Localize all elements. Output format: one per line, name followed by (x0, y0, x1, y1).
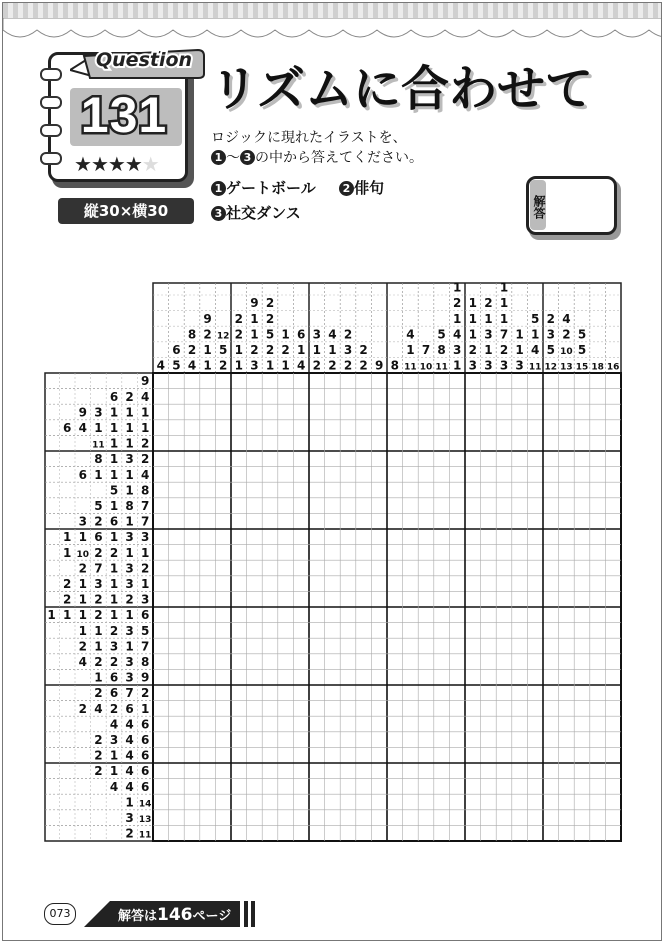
row-clue-number: 4 (78, 654, 87, 669)
column-clue-number: 6 (297, 327, 306, 342)
column-clue-number: 15 (575, 362, 589, 373)
row-clue-number: 1 (109, 576, 119, 591)
row-clue-number: 6 (109, 686, 119, 701)
star-empty-icon: ★ (141, 152, 159, 176)
row-clue-number: 1 (109, 420, 119, 435)
column-clue-number: 1 (468, 327, 477, 342)
row-clue-number: 1 (78, 530, 87, 545)
column-clue-number: 4 (453, 327, 462, 342)
column-clue-number: 11 (528, 362, 542, 373)
row-clue-number: 4 (141, 467, 150, 482)
star-filled-icon: ★ (90, 152, 108, 176)
row-clue-number: 3 (109, 732, 119, 747)
row-clue-number: 13 (138, 814, 152, 825)
row-clue-number: 1 (109, 452, 119, 467)
range-sep: 〜 (226, 150, 240, 166)
column-clue-number: 3 (453, 342, 462, 357)
column-clue-number: 4 (297, 358, 306, 373)
page-title: リズムに合わせて (210, 61, 594, 117)
row-clue-number: 3 (141, 530, 150, 545)
row-clue-number: 7 (141, 514, 150, 529)
row-clue-number: 1 (141, 545, 150, 560)
row-clue-number: 8 (94, 452, 103, 467)
row-clue-number: 2 (141, 436, 150, 451)
column-clue-number: 2 (234, 327, 243, 342)
row-clue-number: 10 (76, 549, 90, 560)
row-clue-number: 6 (63, 420, 72, 435)
row-clue-number: 7 (125, 686, 134, 701)
row-clue-number: 5 (141, 623, 150, 638)
row-clue-number: 8 (141, 654, 150, 669)
row-clue-number: 1 (109, 561, 119, 576)
row-clue-number: 6 (125, 701, 134, 716)
row-clue-number: 4 (125, 764, 134, 779)
column-clue-number: 2 (343, 327, 353, 342)
column-clue-number: 1 (328, 342, 337, 357)
column-clue-number: 1 (203, 342, 212, 357)
row-clue-number: 2 (141, 452, 150, 467)
column-clue-number: 2 (453, 296, 462, 311)
column-clue-number: 1 (453, 358, 462, 373)
row-clue-number: 1 (125, 483, 134, 498)
column-clue-number: 2 (468, 342, 477, 357)
row-clue-number: 4 (141, 389, 150, 404)
column-clue-number: 11 (404, 362, 417, 373)
row-clue-number: 2 (109, 623, 119, 638)
row-clue-number: 3 (94, 576, 103, 591)
row-clue-number: 2 (94, 732, 103, 747)
row-clue-number: 2 (78, 639, 87, 654)
row-clue-number: 6 (141, 764, 150, 779)
column-clue-number: 9 (250, 296, 259, 311)
column-clue-number: 1 (203, 358, 212, 373)
column-clue-number: 2 (281, 342, 290, 357)
row-clue-number: 1 (63, 530, 72, 545)
row-clue-number: 2 (94, 514, 103, 529)
column-clue-number: 10 (560, 346, 573, 357)
option-2: 2 俳句 (339, 176, 384, 201)
row-clue-number: 7 (94, 561, 103, 576)
row-clue-number: 6 (109, 389, 119, 404)
column-clue-number: 1 (281, 327, 290, 342)
row-clue-number: 14 (138, 799, 152, 810)
row-clue-number: 1 (109, 436, 119, 451)
column-clue-number: 1 (453, 280, 462, 295)
column-clue-number: 7 (421, 342, 431, 357)
row-clue-number: 2 (63, 576, 72, 591)
row-clue-number: 2 (94, 748, 103, 763)
row-clue-number: 6 (141, 732, 150, 747)
column-clue-number: 8 (437, 342, 446, 357)
column-clue-number: 12 (544, 362, 558, 373)
column-clue-number: 3 (312, 327, 321, 342)
column-clue-number: 1 (531, 327, 540, 342)
row-clue-number: 1 (94, 670, 103, 685)
row-clue-number: 1 (141, 576, 150, 591)
row-clue-number: 4 (109, 717, 119, 732)
range-start-marker: 1 (211, 150, 226, 165)
star-filled-icon: ★ (74, 152, 91, 176)
column-clue-number: 4 (187, 358, 197, 373)
column-clue-number: 1 (499, 296, 509, 311)
column-clue-number: 2 (265, 342, 275, 357)
column-clue-number: 1 (250, 311, 259, 326)
row-clue-number: 3 (125, 670, 134, 685)
column-clue-number: 4 (406, 327, 415, 342)
row-clue-number: 1 (125, 405, 134, 420)
row-clue-number: 2 (141, 686, 150, 701)
column-clue-number: 8 (390, 358, 399, 373)
row-clue-number: 1 (47, 608, 56, 623)
column-clue-number: 2 (312, 358, 321, 373)
row-clue-number: 5 (94, 498, 103, 513)
row-clue-number: 6 (141, 748, 150, 763)
column-clue-number: 9 (203, 311, 212, 326)
column-clue-number: 1 (234, 342, 243, 357)
row-clue-number: 2 (63, 592, 72, 607)
row-clue-number: 1 (109, 592, 119, 607)
column-clue-number: 1 (265, 358, 275, 373)
row-clue-number: 11 (138, 830, 152, 841)
column-clue-number: 5 (577, 327, 587, 342)
row-clue-number: 6 (109, 514, 119, 529)
column-clue-number: 2 (343, 358, 353, 373)
column-clue-number: 1 (499, 280, 509, 295)
row-clue-number: 1 (125, 795, 134, 810)
row-clue-number: 1 (63, 608, 72, 623)
row-clue-number: 6 (141, 717, 150, 732)
row-clue-number: 4 (109, 779, 119, 794)
row-clue-number: 1 (109, 764, 119, 779)
row-clue-number: 1 (109, 608, 119, 623)
column-clue-number: 1 (453, 311, 462, 326)
row-clue-number: 8 (125, 498, 134, 513)
row-clue-number: 2 (109, 701, 119, 716)
row-clue-number: 2 (141, 561, 150, 576)
row-clue-number: 2 (78, 561, 87, 576)
column-clue-number: 1 (406, 342, 415, 357)
question-label: Question (96, 49, 193, 71)
column-clue-number: 4 (562, 311, 571, 326)
row-clue-number: 11 (92, 440, 105, 451)
column-clue-number: 4 (156, 358, 165, 373)
row-clue-number: 2 (94, 654, 103, 669)
row-clue-number: 4 (125, 732, 134, 747)
row-clue-number: 1 (94, 623, 103, 638)
row-clue-number: 1 (141, 405, 150, 420)
column-clue-number: 3 (484, 358, 493, 373)
column-clue-number: 2 (562, 327, 571, 342)
option-1: 1 ゲートボール (211, 176, 316, 201)
column-clue-number: 5 (546, 342, 555, 357)
column-clue-number: 1 (468, 296, 477, 311)
column-clue-number: 5 (577, 342, 587, 357)
column-clue-number: 1 (281, 358, 290, 373)
column-clue-number: 2 (203, 327, 212, 342)
row-clue-number: 3 (125, 530, 134, 545)
column-clue-number: 3 (468, 358, 477, 373)
option-1-text: ゲートボール (226, 179, 316, 197)
column-clue-number: 1 (515, 327, 524, 342)
row-clue-number: 2 (94, 608, 103, 623)
column-clue-number: 5 (531, 311, 540, 326)
column-clue-number: 16 (606, 362, 620, 373)
row-clue-number: 2 (94, 592, 103, 607)
column-clue-number: 11 (435, 362, 448, 373)
row-clue-number: 1 (109, 498, 119, 513)
row-clue-number: 2 (94, 686, 103, 701)
column-clue-number: 2 (234, 311, 243, 326)
column-clue-number: 1 (312, 342, 321, 357)
instruction-line-1: ロジックに現れたイラストを、 (211, 130, 407, 146)
column-clue-number: 1 (234, 358, 243, 373)
row-clue-number: 1 (125, 420, 134, 435)
option-3: 3 社交ダンス (211, 201, 301, 226)
row-clue-number: 4 (125, 717, 134, 732)
column-clue-number: 2 (359, 358, 368, 373)
row-clue-number: 1 (94, 639, 103, 654)
row-clue-number: 4 (125, 748, 134, 763)
column-clue-number: 2 (499, 342, 509, 357)
row-clue-number: 5 (109, 483, 119, 498)
answer-page-banner (84, 901, 254, 927)
column-clue-number: 2 (265, 296, 275, 311)
row-clue-number: 3 (94, 405, 103, 420)
option-3-text: 社交ダンス (226, 204, 301, 222)
row-clue-number: 1 (94, 420, 103, 435)
row-clue-number: 1 (141, 701, 150, 716)
column-clue-number: 5 (265, 327, 275, 342)
column-clue-number: 1 (484, 311, 493, 326)
column-clue-number: 12 (216, 331, 230, 342)
column-clue-number: 2 (546, 311, 555, 326)
row-clue-number: 9 (141, 670, 150, 685)
column-clue-number: 10 (419, 362, 433, 373)
row-clue-number: 1 (125, 608, 134, 623)
row-clue-number: 3 (125, 576, 134, 591)
column-clue-number: 2 (219, 358, 228, 373)
column-clue-number: 2 (328, 358, 337, 373)
column-clue-number: 1 (297, 342, 306, 357)
column-clue-number: 4 (328, 327, 337, 342)
row-clue-number: 3 (125, 561, 134, 576)
column-clue-number: 7 (499, 327, 509, 342)
row-clue-number: 1 (78, 608, 87, 623)
row-clue-number: 4 (94, 701, 103, 716)
row-clue-number: 1 (125, 436, 134, 451)
row-clue-number: 1 (78, 623, 87, 638)
row-clue-number: 6 (78, 467, 87, 482)
row-clue-number: 3 (125, 452, 134, 467)
row-clue-number: 3 (125, 623, 134, 638)
column-clue-number: 2 (359, 342, 368, 357)
column-clue-number: 1 (250, 327, 259, 342)
star-filled-icon: ★ (107, 152, 125, 176)
column-clue-number: 9 (375, 358, 384, 373)
row-clue-number: 1 (109, 405, 119, 420)
row-clue-number: 4 (78, 420, 87, 435)
row-clue-number: 1 (125, 514, 134, 529)
column-clue-number: 4 (531, 342, 540, 357)
column-clue-number: 3 (499, 358, 509, 373)
star-filled-icon: ★ (124, 152, 142, 176)
row-clue-number: 1 (78, 576, 87, 591)
row-clue-number: 6 (94, 530, 103, 545)
row-clue-number: 1 (78, 592, 87, 607)
column-clue-number: 3 (546, 327, 555, 342)
column-clue-number: 2 (265, 311, 275, 326)
row-clue-number: 3 (125, 654, 134, 669)
row-clue-number: 9 (78, 405, 87, 420)
column-clue-number: 3 (515, 358, 524, 373)
row-clue-number: 2 (109, 545, 119, 560)
row-clue-number: 3 (141, 592, 150, 607)
row-clue-number: 1 (94, 467, 103, 482)
row-clue-number: 6 (141, 608, 150, 623)
row-clue-number: 1 (109, 748, 119, 763)
column-clue-number: 1 (468, 311, 477, 326)
row-clue-number: 2 (125, 826, 134, 841)
column-clue-number: 3 (484, 327, 493, 342)
column-clue-number: 2 (484, 296, 493, 311)
row-clue-number: 7 (141, 498, 150, 513)
column-clue-number: 1 (515, 342, 524, 357)
row-clue-number: 1 (125, 467, 134, 482)
row-clue-number: 3 (125, 810, 134, 825)
option-2-text: 俳句 (353, 179, 384, 197)
row-clue-number: 2 (109, 654, 119, 669)
row-clue-number: 1 (63, 545, 72, 560)
column-clue-number: 3 (250, 358, 259, 373)
column-clue-number: 5 (172, 358, 181, 373)
row-clue-number: 3 (78, 514, 87, 529)
range-end-marker: 3 (240, 150, 255, 165)
row-clue-number: 1 (125, 639, 134, 654)
row-clue-number: 1 (109, 530, 119, 545)
question-number: 131 (80, 87, 168, 143)
row-clue-number: 4 (125, 779, 134, 794)
grid-size-label: 縦30×横30 (58, 198, 194, 224)
row-clue-number: 6 (109, 670, 119, 685)
row-clue-number: 2 (94, 764, 103, 779)
row-clue-number: 2 (125, 592, 134, 607)
row-clue-number: 7 (141, 639, 150, 654)
column-clue-number: 2 (250, 342, 259, 357)
row-clue-number: 2 (125, 389, 134, 404)
column-clue-number: 5 (219, 342, 228, 357)
row-clue-number: 3 (109, 639, 119, 654)
page-number: 073 (44, 903, 76, 925)
instruction-line-2-text: の中から答えてください。 (255, 150, 423, 166)
row-clue-number: 1 (141, 420, 150, 435)
answer-page-text: 解答は146ページ (118, 905, 232, 925)
column-clue-number: 8 (187, 327, 197, 342)
column-clue-number: 3 (343, 342, 353, 357)
column-clue-number: 13 (560, 362, 573, 373)
row-clue-number: 2 (78, 701, 87, 716)
row-clue-number: 1 (109, 467, 119, 482)
answer-label: 解答 (530, 180, 546, 230)
row-clue-number: 1 (125, 545, 134, 560)
column-clue-number: 1 (499, 311, 509, 326)
row-clue-number: 9 (141, 374, 150, 389)
column-clue-number: 2 (187, 342, 197, 357)
row-clue-number: 2 (94, 545, 103, 560)
answer-page-number: 146 (157, 905, 193, 925)
row-clue-number: 8 (141, 483, 150, 498)
column-clue-number: 1 (484, 342, 493, 357)
column-clue-number: 18 (591, 362, 604, 373)
column-clue-number: 6 (172, 342, 181, 357)
row-clue-number: 6 (141, 779, 150, 794)
column-clue-number: 5 (437, 327, 446, 342)
